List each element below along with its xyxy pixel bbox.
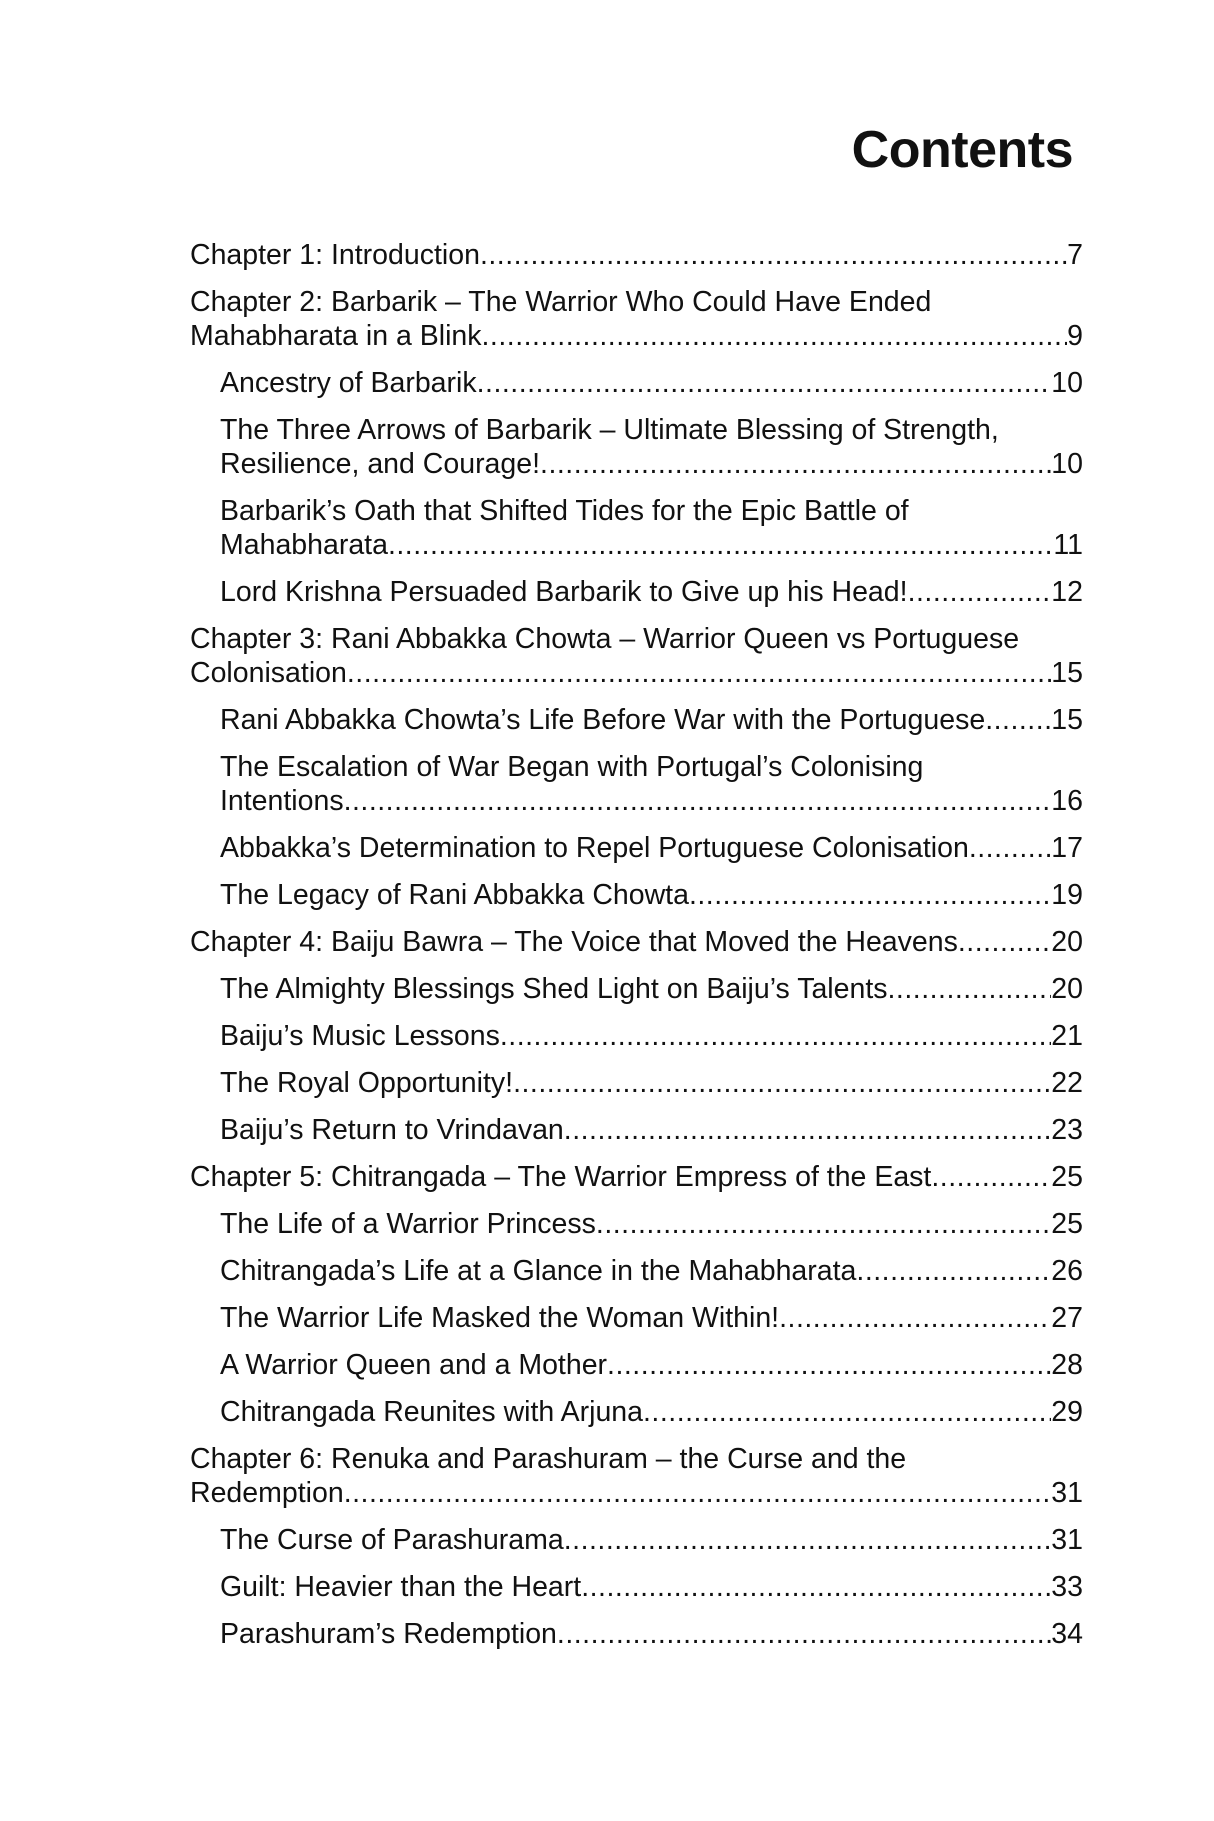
dot-leader xyxy=(596,1207,1051,1241)
toc-entry-title-line: Chapter 5: Chitrangada – The Warrior Empress of the East xyxy=(190,1161,932,1193)
toc-page-number: 26 xyxy=(1051,1255,1083,1287)
dot-leader xyxy=(969,831,1051,865)
toc-entry-title-line: A Warrior Queen and a Mother xyxy=(220,1349,608,1381)
toc-section-entry xyxy=(190,1254,1083,1288)
toc-section-entry xyxy=(190,1523,1083,1557)
toc-entry-title-line: Chapter 2: Barbarik – The Warrior Who Could Have Ended xyxy=(190,286,932,318)
toc-page-number: 25 xyxy=(1051,1161,1083,1193)
dot-leader xyxy=(480,238,1067,272)
toc-page-number: 19 xyxy=(1051,879,1083,911)
toc-page-number: 21 xyxy=(1051,1020,1083,1052)
toc-entry-title-line: Abbakka’s Determination to Repel Portuguese Colonisation xyxy=(220,832,969,864)
toc-page-number: 9 xyxy=(1067,320,1083,352)
dot-leader xyxy=(689,878,1051,912)
dot-leader xyxy=(540,447,1051,481)
toc-section-entry xyxy=(190,1207,1083,1241)
dot-leader xyxy=(958,925,1051,959)
dot-leader xyxy=(607,1348,1051,1382)
toc-section-entry xyxy=(190,494,1083,562)
dot-leader xyxy=(513,1066,1051,1100)
toc-section-entry xyxy=(190,1019,1083,1053)
toc-page-number: 31 xyxy=(1051,1524,1083,1556)
toc-section-entry xyxy=(190,575,1083,609)
dot-leader xyxy=(888,972,1052,1006)
toc-entry-title-line: Chapter 6: Renuka and Parashuram – the Curse and the xyxy=(190,1443,907,1475)
toc-entry-title-line: The Life of a Warrior Princess xyxy=(220,1208,596,1240)
toc-section-entry xyxy=(190,1348,1083,1382)
toc-page-number: 20 xyxy=(1051,973,1083,1005)
toc-chapter-entry xyxy=(190,238,1083,272)
table-of-contents xyxy=(190,238,1083,1664)
dot-leader xyxy=(564,1523,1052,1557)
toc-entry-title-line: Colonisation xyxy=(190,657,347,689)
toc-page-number: 28 xyxy=(1051,1349,1083,1381)
toc-page-number: 25 xyxy=(1051,1208,1083,1240)
toc-chapter-entry xyxy=(190,285,1083,353)
toc-entry-title-line: Guilt: Heavier than the Heart xyxy=(220,1571,582,1603)
toc-section-entry xyxy=(190,1301,1083,1335)
dot-leader xyxy=(908,575,1052,609)
toc-entry-title-line: Intentions xyxy=(220,785,344,817)
toc-section-entry xyxy=(190,1113,1083,1147)
toc-entry-title-line: The Almighty Blessings Shed Light on Baiju’s Talents xyxy=(220,973,888,1005)
toc-page-number: 29 xyxy=(1051,1396,1083,1428)
toc-entry-title-line: Chapter 1: Introduction xyxy=(190,239,480,271)
toc-entry-title-line: The Escalation of War Began with Portugal’s Colonising xyxy=(220,751,924,783)
toc-entry-title-line: The Three Arrows of Barbarik – Ultimate Blessing of Strength, xyxy=(220,414,999,446)
dot-leader xyxy=(344,1476,1052,1510)
dot-leader xyxy=(477,366,1052,400)
toc-page-number: 22 xyxy=(1051,1067,1083,1099)
toc-section-entry xyxy=(190,1570,1083,1604)
toc-entry-title-line: Redemption xyxy=(190,1477,344,1509)
toc-section-entry xyxy=(190,750,1083,818)
toc-page-number: 15 xyxy=(1051,657,1083,689)
toc-page-number: 11 xyxy=(1053,529,1083,561)
toc-page-number: 23 xyxy=(1051,1114,1083,1146)
toc-section-entry xyxy=(190,1617,1083,1651)
toc-chapter-entry xyxy=(190,1160,1083,1194)
toc-entry-title-line: Baiju’s Return to Vrindavan xyxy=(220,1114,564,1146)
dot-leader xyxy=(985,703,1051,737)
toc-entry-title-line: Lord Krishna Persuaded Barbarik to Give up his Head! xyxy=(220,576,908,608)
toc-entry-title-line: Chitrangada Reunites with Arjuna xyxy=(220,1396,644,1428)
toc-section-entry xyxy=(190,1395,1083,1429)
toc-entry-title-line: Baiju’s Music Lessons xyxy=(220,1020,500,1052)
toc-section-entry xyxy=(190,972,1083,1006)
dot-leader xyxy=(564,1113,1052,1147)
toc-page-number: 10 xyxy=(1051,448,1083,480)
toc-section-entry xyxy=(190,366,1083,400)
toc-page-number: 17 xyxy=(1051,832,1083,864)
toc-section-entry xyxy=(190,878,1083,912)
toc-entry-title-line: Ancestry of Barbarik xyxy=(220,367,477,399)
toc-page-number: 33 xyxy=(1051,1571,1083,1603)
toc-entry-title-line: Chapter 3: Rani Abbakka Chowta – Warrior Queen vs Portuguese xyxy=(190,623,1020,655)
toc-section-entry xyxy=(190,831,1083,865)
dot-leader xyxy=(347,656,1051,690)
toc-entry-title-line: Chapter 4: Baiju Bawra – The Voice that Moved the Heavens xyxy=(190,926,958,958)
toc-page-number: 34 xyxy=(1051,1618,1083,1650)
toc-entry-title-line: The Royal Opportunity! xyxy=(220,1067,514,1099)
dot-leader xyxy=(779,1301,1051,1335)
toc-section-entry xyxy=(190,703,1083,737)
toc-page-number: 20 xyxy=(1051,926,1083,958)
toc-entry-title-line: Mahabharata in a Blink xyxy=(190,320,482,352)
toc-page-number: 31 xyxy=(1051,1477,1083,1509)
toc-entry-title-line: The Legacy of Rani Abbakka Chowta xyxy=(220,879,689,911)
toc-page-number: 15 xyxy=(1051,704,1083,736)
dot-leader xyxy=(344,784,1052,818)
toc-page-number: 10 xyxy=(1051,367,1083,399)
toc-page-number: 12 xyxy=(1051,576,1083,608)
toc-page-number: 7 xyxy=(1067,239,1083,271)
toc-entry-title-line: Rani Abbakka Chowta’s Life Before War with the Portuguese xyxy=(220,704,986,736)
toc-page-number: 27 xyxy=(1051,1302,1083,1334)
toc-entry-title-line: Resilience, and Courage! xyxy=(220,448,541,480)
toc-entry-title-line: Chitrangada’s Life at a Glance in the Mahabharata xyxy=(220,1255,857,1287)
dot-leader xyxy=(643,1395,1051,1429)
toc-page-number: 16 xyxy=(1051,785,1083,817)
dot-leader xyxy=(482,319,1068,353)
dot-leader xyxy=(500,1019,1051,1053)
toc-entry-title-line: The Warrior Life Masked the Woman Within! xyxy=(220,1302,780,1334)
toc-section-entry xyxy=(190,413,1083,481)
toc-chapter-entry xyxy=(190,1442,1083,1510)
toc-chapter-entry xyxy=(190,622,1083,690)
toc-entry-title-line: The Curse of Parashurama xyxy=(220,1524,564,1556)
dot-leader xyxy=(581,1570,1051,1604)
dot-leader xyxy=(557,1617,1051,1651)
dot-leader xyxy=(931,1160,1051,1194)
dot-leader xyxy=(856,1254,1051,1288)
toc-entry-title-line: Barbarik’s Oath that Shifted Tides for the Epic Battle of xyxy=(220,495,909,527)
toc-chapter-entry xyxy=(190,925,1083,959)
dot-leader xyxy=(388,528,1053,562)
page-title: Contents xyxy=(851,121,1073,179)
toc-entry-title-line: Parashuram’s Redemption xyxy=(220,1618,557,1650)
toc-section-entry xyxy=(190,1066,1083,1100)
toc-entry-title-line: Mahabharata xyxy=(220,529,388,561)
